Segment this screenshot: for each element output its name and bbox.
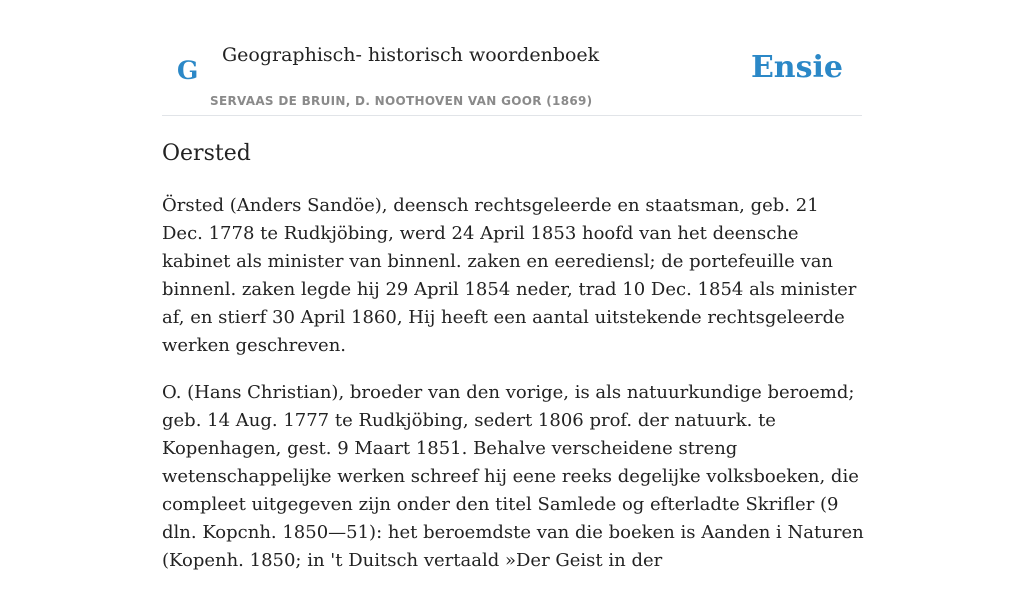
entry-title: Oersted bbox=[162, 141, 251, 166]
book-title[interactable]: Geographisch- historisch woordenboek bbox=[222, 44, 600, 66]
entry-body bbox=[162, 192, 864, 594]
header bbox=[162, 0, 862, 116]
brand-logo[interactable]: Ensie bbox=[750, 50, 843, 85]
entry-paragraph-2: O. (Hans Christian), broeder van den vorige, is als natuurkundige beroemd; geb. 14 Aug. 1777 te Rudkjöbing, sedert 1806 prof. der natuurk. te Kopenhagen, gest. 9 Maart 1851. Behalve verscheidene streng wetenschappelijke werken schreef hij eene reeks degelijke volksboeken, die compleet uitgegeven zijn onder den titel Samlede og efterladte Skrifler (9 dln. Kopcnh. 1850—51): het beroemdste van die boeken is Aanden i Naturen (Kopenh. 1850; in 't Duitsch vertaald »Der Geist in der bbox=[162, 382, 864, 571]
book-logo-letter[interactable]: G bbox=[177, 56, 199, 85]
entry-paragraph-1: Örsted (Anders Sandöe), deensch rechtsgeleerde en staatsman, geb. 21 Dec. 1778 te Rudkjöbing, werd 24 April 1853 hoofd van het deensche kabinet als minister van binnenl. zaken en eerediensl; de portefeuille van binnenl. zaken legde hij 29 April 1854 neder, trad 10 Dec. 1854 als minister af, en stierf 30 April 1860, Hij heeft een aantal uitstekende rechtsgeleerde werken geschreven. bbox=[162, 195, 857, 356]
book-authors: SERVAAS DE BRUIN, D. NOOTHOVEN VAN GOOR (1869) bbox=[210, 94, 593, 108]
